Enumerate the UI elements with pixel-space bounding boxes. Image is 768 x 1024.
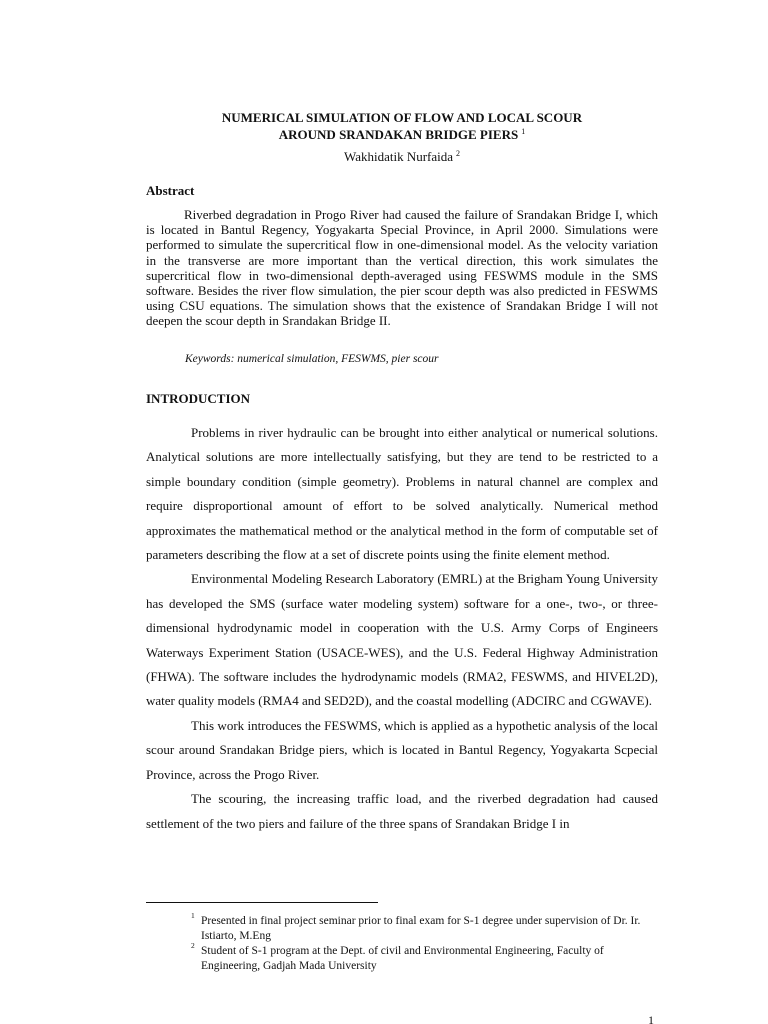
footnote-text: Presented in final project seminar prior to final exam for S-1 degree under supervision of Dr. Ir. Istiarto, M.Eng: [201, 915, 641, 942]
paragraph: The scouring, the increasing traffic load, and the riverbed degradation had caused settlement of the two piers and failure of the three spans of Srandakan Bridge I in: [146, 791, 658, 831]
author-line: [146, 148, 658, 165]
keywords: Keywords: numerical simulation, FESWMS, pier scour: [185, 353, 439, 365]
author-name: Wakhidatik Nurfaida: [343, 149, 454, 164]
footnote-mark: 1: [191, 911, 195, 920]
title-line-2: AROUND SRANDAKAN BRIDGE PIERS: [278, 127, 519, 142]
title-line-1: NUMERICAL SIMULATION OF FLOW AND LOCAL SCOUR: [221, 110, 583, 125]
footnote-divider: [146, 902, 378, 903]
title-footnote-mark: 1: [521, 126, 526, 136]
footnote-2: [191, 941, 658, 974]
author-footnote-mark: 2: [456, 148, 461, 158]
footnote-text: Student of S-1 program at the Dept. of civil and Environmental Engineering, Faculty of Engineering, Gadjah Mada University: [201, 945, 604, 972]
abstract-heading: Abstract: [146, 183, 195, 198]
footnotes: [191, 911, 658, 974]
footnote-1: [191, 911, 658, 944]
paragraph: This work introduces the FESWMS, which is applied as a hypothetic analysis of the local scour around Srandakan Bridge piers, which is located in Bantul Regency, Yogyakarta Scpecial Province, across the Progo River.: [146, 717, 658, 782]
section-heading-introduction: INTRODUCTION: [146, 391, 251, 406]
abstract-text: Riverbed degradation in Progo River had caused the failure of Srandakan Bridge I, which is located in Bantul Regency, Yogyakarta Special Province, in April 2000. Simulations were performed to simulate the supercritical flow in one-dimensional model. As the velocity variation in the transverse are more important than the vertical direction, this work simulates the supercritical flow in two-dimensional depth-averaged using FESWMS module in the SMS software. Besides the river flow simulation, the pier scour depth was also predicted in FESWMS using CSU equations. The simulation shows that the existence of Srandakan Bridge I will not deepen the scour depth in Srandakan Bridge II.: [146, 207, 658, 329]
introduction-body: [146, 421, 658, 836]
page-number: 1: [648, 1013, 654, 1024]
paper-title: [146, 109, 658, 143]
paragraph: Environmental Modeling Research Laboratory (EMRL) at the Brigham Young University has developed the SMS (surface water modeling system) software for a one-, two-, or three-dimensional hydrodynamic model in cooperation with the U.S. Army Corps of Engineers Waterways Experiment Station (USACE-WES), and the U.S. Federal Highway Administration (FHWA). The software includes the hydrodynamic models (RMA2, FESWMS, and HIVEL2D), water quality models (RMA4 and SED2D), and the coastal modelling (ADCIRC and CGWAVE).: [146, 571, 658, 709]
paragraph: Problems in river hydraulic can be brought into either analytical or numerical solutions. Analytical solutions are more intellectually satisfying, but they are tend to be restricted to a simple boundary condition (simple geometry). Problems in natural channel are complex and require disproportional amount of effort to be solved analytically. Numerical method approximates the mathematical method or the analytical method in the form of computable set of parameters describing the flow at a set of discrete points using the finite element method.: [146, 425, 658, 563]
footnote-mark: 2: [191, 941, 195, 950]
